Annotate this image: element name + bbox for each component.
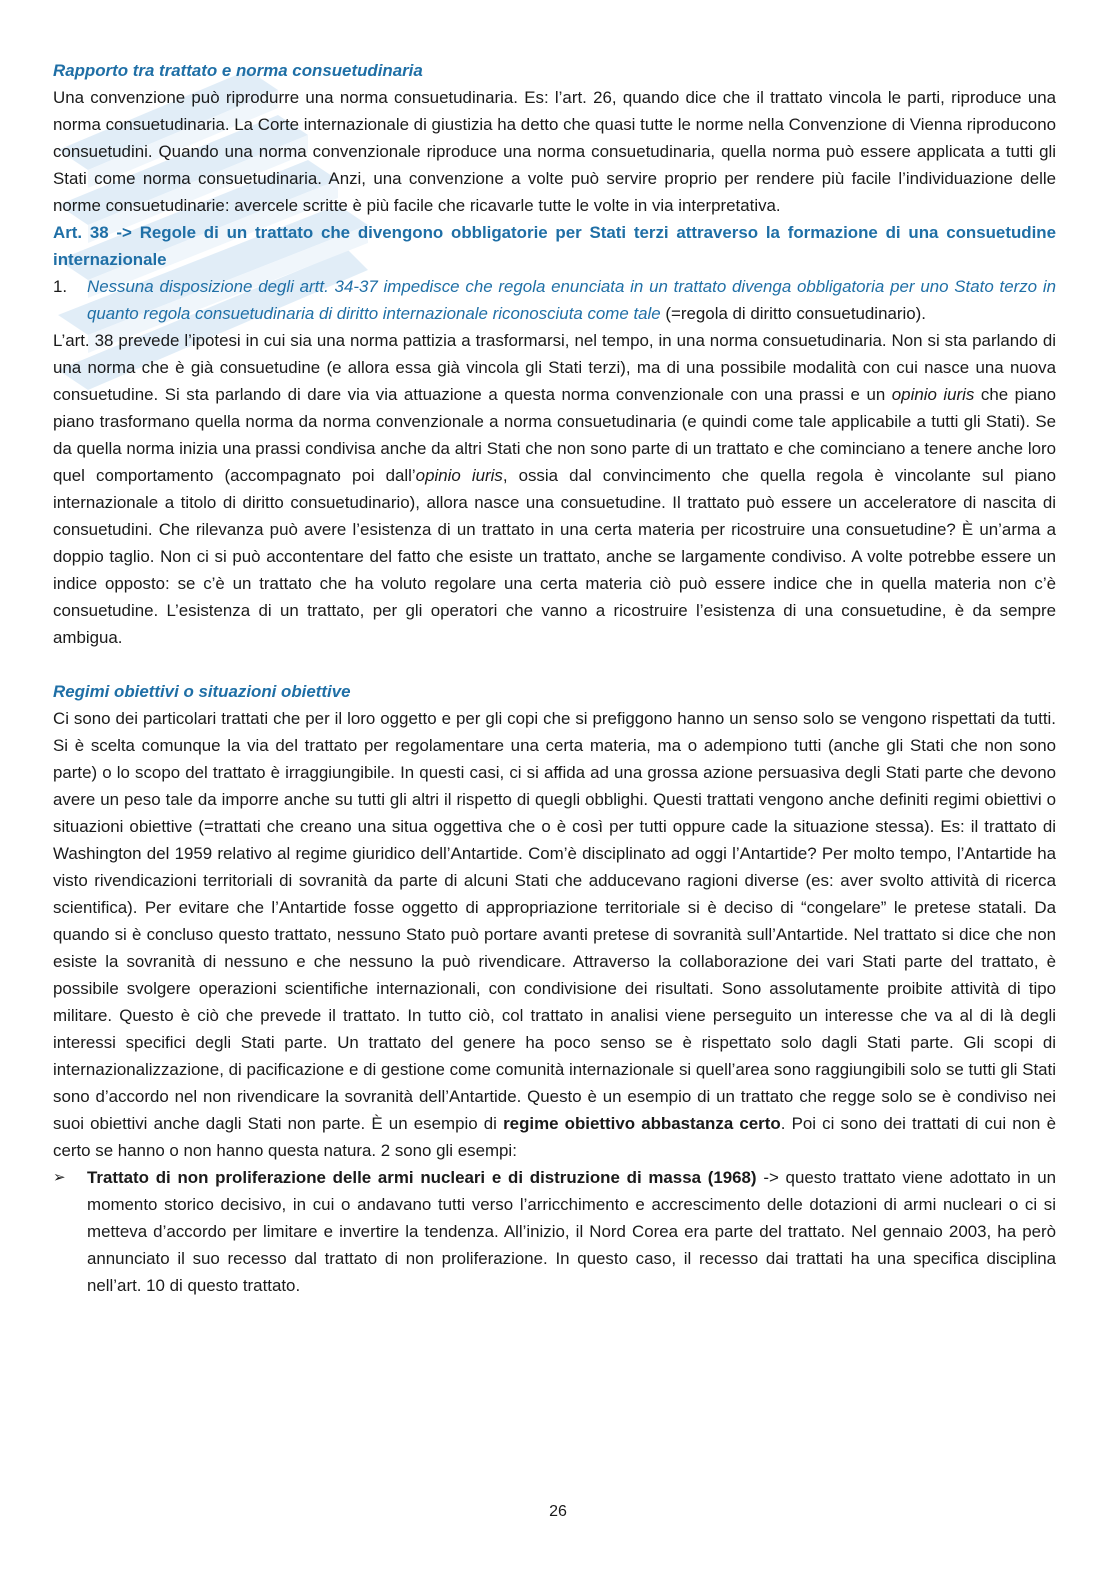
article-38-item-1: [53, 273, 1056, 327]
item-body: [87, 273, 1056, 327]
paragraph-objective-regimes: [53, 705, 1056, 1164]
bullet-item-npt: [53, 1164, 1056, 1299]
article-38-quote: Nessuna disposizione degli artt. 34-37 impedisce che regola enunciata in un trattato divenga obbligatoria per uno Stato terzo in quanto regola consuetudinaria di diritto internazionale riconosciuta come tale: [87, 277, 1056, 323]
bullet-bold-title: Trattato di non proliferazione delle armi nucleari e di distruzione di massa (1968): [87, 1168, 757, 1187]
text-run-italic: opinio iuris: [891, 385, 975, 404]
text-run-bold: regime obiettivo abbastanza certo: [503, 1114, 781, 1133]
spacer: [53, 651, 1056, 678]
text-run: L’art. 38 prevede l’ipotesi in cui sia una norma pattizia a trasformarsi, nel tempo, in una norma consuetudinaria. Non si sta parlando di una norma che è già consuetudine (e allora essa già vincola gli Stati terzi), ma di una possibile modalità con cui nasce una nuova consuetudine. Si sta parlando di dare via via attuazione a questa norma convenzionale con una prassi e un: [53, 331, 1056, 404]
paragraph-treaty-custom: Una convenzione può riprodurre una norma consuetudinaria. Es: l’art. 26, quando dice che il trattato vincola le parti, riproduce una norma consuetudinaria. La Corte internazionale di giustizia ha detto che quasi tutte le norme nella Convenzione di Vienna riproducono consuetudini. Quando una norma convenzionale riproduce una norma consuetudinaria, quella norma può essere applicata a tutti gli Stati come norma consuetudinaria. Anzi, una convenzione a volte può servire proprio per rendere più facile l’individuazione delle norme consuetudinarie: avercele scritte è più facile che ricavarle tutte le volte in via interpretativa.: [53, 88, 1056, 215]
paragraph-article-38-explanation: [53, 327, 1056, 651]
section-heading-objective-regimes: Regimi obiettivi o situazioni obiettive: [53, 682, 351, 701]
text-run: Ci sono dei particolari trattati che per il loro oggetto e per gli copi che si prefiggono hanno un senso solo se vengono rispettati da tutti. Si è scelta comunque la via del trattato per regolamentare una certa materia, ma o adempiono tutti (anche gli Stati che non sono parte) o lo scopo del trattato è irraggiungibile. In questi casi, ci si affida ad una grossa azione persuasiva degli Stati parte che devono avere un peso tale da imporre anche su tutti gli altri il rispetto di quegli obblighi. Questi trattati vengono anche definiti regimi obiettivi o situazioni obiettive (=trattati che creano una situa oggettiva che o è così per tutti oppure cade la situazione stessa). Es: il trattato di Washington del 1959 relativo al regime giuridico dell’Antartide. Com’è disciplinato ad oggi l’Antartide? Per molto tempo, l’Antartide ha visto rivendicazioni territoriali di sovranità da parte di alcuni Stati che adducevano ragioni diverse (es: aver svolto attività di ricerca scientifica). Per evitare che l’Antartide fosse oggetto di appropriazione territoriale si è deciso di “congelare” le pretese statali. Da quando si è concluso questo trattato, nessuno Stato può portare avanti pretese di sovranità sull’Antartide. Nel trattato si dice che non esiste la sovranità di nessuno e che nessuno la può rivendicare. Attraverso la collaborazione dei vari Stati parte del trattato, è possibile svolgere operazioni scientifiche internazionali, con condivisione dei risultati. Sono assolutamente proibite attività di tipo militare. Questo è ciò che prevede il trattato. In tutto ciò, col trattato in analisi viene perseguito un interesse che va al di là degli interessi specifici degli Stati parte. Un trattato del genere ha poco senso se è rispettato solo dagli Stati parte. Gli scopi di internazionalizzazione, di pacificazione e di gestione come comunità internazionale si quell’area sono raggiungibili solo se tutti gli Stati sono d’accordo nel non rivendicare la sovranità dell’Antartide. Questo è un esempio di un trattato che regge solo se è condiviso nei suoi obiettivi anche dagli Stati non parte. È un esempio di: [53, 709, 1056, 1133]
article-38-note: (=regola di diritto consuetudinario).: [660, 304, 926, 323]
bullet-body: [87, 1164, 1056, 1299]
arrow-bullet-icon: ➢: [53, 1169, 66, 1186]
article-38-title: Art. 38 -> Regole di un trattato che divengono obbligatorie per Stati terzi attraverso la formazione di una consuetudine internazionale: [53, 223, 1056, 269]
item-number: 1.: [53, 277, 68, 296]
text-run: , ossia dal convincimento che quella regola è vincolante sul piano internazionale a titolo di diritto consuetudinario), allora nasce una consuetudine. Il trattato può essere un acceleratore di nascita di consuetudini. Che rilevanza può avere l’esistenza di un trattato in una certa materia per ricostruire una consuetudine? È un’arma a doppio taglio. Non ci si può accontentare del fatto che esiste un trattato, anche se largamente condiviso. A volte potrebbe essere un indice opposto: se c’è un trattato che ha voluto regolare una certa materia ciò può essere indice che in quella materia non c’è consuetudine. L’esistenza di un trattato, per gli operatori che vanno a ricostruire l’esistenza di una consuetudine, è da sempre ambigua.: [53, 466, 1056, 647]
page-number: 26: [549, 1503, 567, 1520]
text-run: che piano piano trasformano quella norma da norma convenzionale a norma consuetudinaria (e quindi come tale applicabile a tutti gli Stati). Se da quella norma inizia una prassi condivisa anche da altri Stati che non sono parte di un trattato e che cominciano a tenere anche loro quel comportamento (accompagnato poi dall’: [53, 385, 1057, 485]
document-page: [53, 57, 1056, 1299]
bullet-text: -> questo trattato viene adottato in un momento storico decisivo, in cui o andavano tutti verso l’arricchimento e accrescimento delle dotazioni di armi nucleari o ci si metteva d’accordo per limitare e invertire la tendenza. All’inizio, il Nord Corea era parte del trattato. Nel gennaio 2003, ha però annunciato il suo recesso dal trattato di non proliferazione. In questo caso, il recesso dai trattati ha una specifica disciplina nell’art. 10 di questo trattato.: [87, 1168, 1056, 1295]
text-run: . Poi ci sono dei trattati di cui non è certo se hanno o non hanno questa natura. 2 sono gli esempi:: [53, 1114, 1056, 1160]
section-heading-treaty-custom: Rapporto tra trattato e norma consuetudinaria: [53, 61, 423, 80]
text-run-italic: opinio iuris: [415, 466, 503, 485]
